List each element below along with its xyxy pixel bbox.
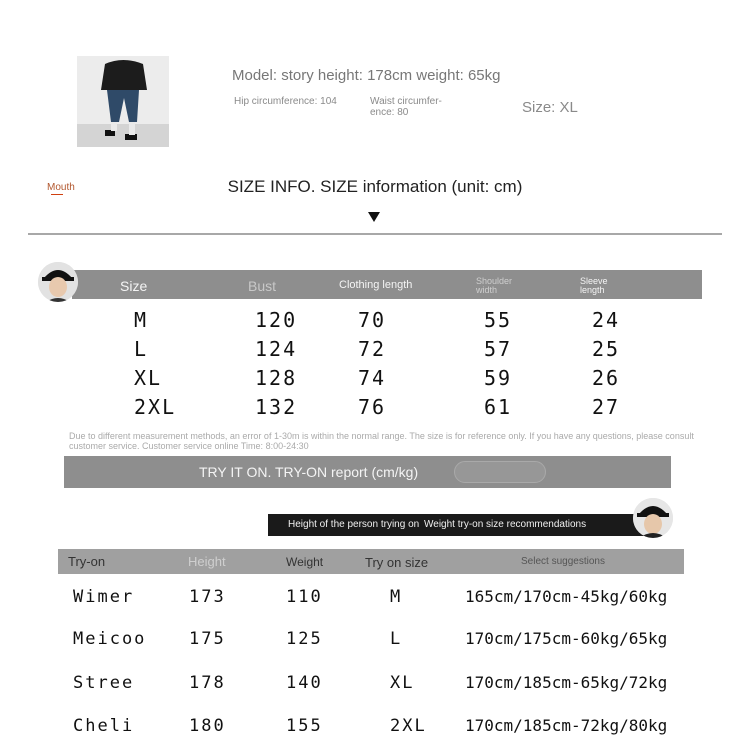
disclaimer-text: Due to different measurement methods, an error of 1-30m is within the normal range. The size is for reference only. If you have any questions, please consult customer service. Customer service online Time: 8:00-24:30 <box>69 431 694 451</box>
down-arrow-icon <box>368 212 380 222</box>
size-row: XL 128 74 59 26 <box>134 366 621 390</box>
header-height: Height <box>188 554 226 569</box>
header-weight: Weight <box>286 555 324 569</box>
tryon-banner-title: TRY IT ON. TRY-ON report (cm/kg) <box>199 464 419 480</box>
bar-left-text: Height of the person trying on <box>288 519 420 530</box>
hip-circumference: Hip circumference: 104 <box>234 96 337 107</box>
tryon-row: Cheli 180 155 2XL 170cm/185cm-72kg/80kg <box>73 716 668 736</box>
tryon-row: Wimer 173 110 M 165cm/170cm-45kg/60kg <box>73 587 668 607</box>
size-row: M 120 70 55 24 <box>134 308 621 332</box>
size-table-header <box>72 270 702 299</box>
header-tryon: Try-on <box>68 554 106 569</box>
tryon-row: Meicoo 175 125 L 170cm/175cm-60kg/65kg <box>73 629 668 649</box>
header-sleeve-length: Sleeve length <box>580 276 608 295</box>
section-divider <box>28 233 722 235</box>
header-try-on-size: Try on size <box>365 555 429 570</box>
tryon-banner <box>64 456 671 488</box>
model-stats: Model: story height: 178cm weight: 65kg <box>232 67 501 84</box>
size-row: L 124 72 57 25 <box>134 337 621 361</box>
tryon-subtitle-bar <box>268 514 644 536</box>
avatar <box>38 262 78 302</box>
model-size: Size: XL <box>522 99 578 116</box>
waist-circumference: Waist circumfer- ence: 80 <box>370 96 442 118</box>
header-select-suggestions: Select suggestions <box>521 556 605 567</box>
avatar <box>633 498 673 538</box>
decorative-pill <box>454 461 546 483</box>
size-row: 2XL 132 76 61 27 <box>134 395 621 419</box>
header-size: Size <box>120 278 148 294</box>
header-shoulder-width: Shoulder width <box>476 276 513 295</box>
model-photo <box>77 56 169 147</box>
tryon-row: Stree 178 140 XL 170cm/185cm-65kg/72kg <box>73 673 668 693</box>
bar-right-text: Weight try-on size recommendations <box>424 519 587 530</box>
header-bust: Bust <box>248 278 277 294</box>
header-clothing-length: Clothing length <box>339 279 413 291</box>
size-info-title: SIZE INFO. SIZE information (unit: cm) <box>227 177 523 196</box>
tryon-table-header <box>58 549 684 574</box>
mouth-label: Mouth <box>47 182 75 193</box>
